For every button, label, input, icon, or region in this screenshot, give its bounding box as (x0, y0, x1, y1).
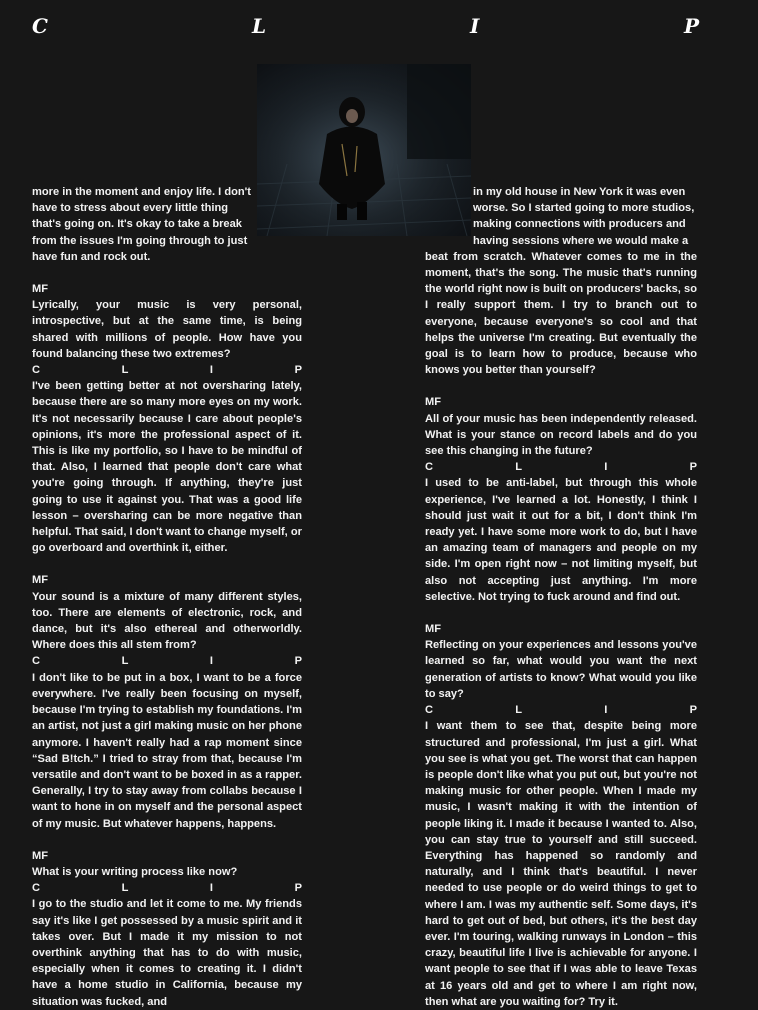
interviewer-label: MF (32, 849, 49, 862)
answer-text: I want them to see that, despite being more structured and professional, I'm just a girl. What you see is what you get. The worst that can happen is people don't like what you put out, but you're not making music for other people. When I made my music, I wasn't making it with the intention of people liking it. I made it because I wanted to. Also, you can stay true to yourself and still succeed. Everything has happened so randomly and naturally, and I think that's beautiful. I never needed to use people or do weird things to get to where I am. I was my authentic self. Some days, it's hard to get out of bed, but others, it's the best day ever. I'm touring, walking runways in London – this crazy, beautiful life I live is achievable for anyone. I want people to see that if I was able to leave Texas at 16 years old and get to where I am right now, then what are you waiting for? Try it. (425, 720, 697, 1008)
answer-text: I've been getting better at not oversharing lately, because there are so many more eyes on my work. It's not necessarily because I care about people's opinions, it's more the professional aspect of it. This is like my portfolio, so I have to be mindful of that. Also, I learned that people don't care what you're going through. If anything, they're just going to use it against you. That was a good life lesson – oversharing can be more negative than helpful. That said, I don't want to change myself, or go overboard and overthink it, either. (32, 380, 302, 555)
interviewer-label: MF (32, 283, 49, 296)
left-intro-line-4: from the issues I'm going through to just (32, 234, 248, 247)
left-intro-line-3: that's going on. It's okay to take a break (32, 218, 242, 231)
artist-label: C L I P (32, 364, 302, 377)
left-column (32, 184, 302, 1010)
left-intro-line-5: have fun and rock out. (32, 250, 151, 263)
question-text: Your sound is a mixture of many different styles, too. There are elements of electronic, rock, and dance, but it's also ethereal and otherworldly. Where does this all stem from? (32, 590, 302, 652)
artist-label: C L I P (32, 655, 302, 668)
interviewer-label: MF (32, 574, 49, 587)
header-letter-c: C (32, 14, 48, 38)
artist-label: C L I P (32, 882, 302, 895)
right-intro-line-3: making connections with producers and (473, 218, 686, 231)
artist-label: C L I P (425, 704, 697, 717)
question-text: What is your writing process like now? (32, 865, 238, 878)
left-intro (32, 184, 254, 265)
answer-text: I don't like to be put in a box, I want to be a force everywhere. I've really been focusing on myself, because I'm trying to establish my foundations. I'm an artist, not just a girl making music on her phone anymore. I haven't really had a rap moment since “Sad B!tch.” I tried to stray from that, because I'm versatile and don't want to be boxed in as a rapper. Generally, I try to stay away from collabs because I want to hone in on myself and the personal aspect of my music. But whatever happens, happens. (32, 671, 302, 830)
answer-text: I used to be anti-label, but through this whole experience, I've learned a lot. Honestly, I think I should just wait it out for a bit, I don't think I'm ready yet. I have some more work to do, but I have an amazing team of managers and people on my side. I'm open right now – not limiting myself, but also not accepting just anything. I'm more selective. Not trying to fuck around and find out. (425, 477, 697, 603)
header-letter-p: P (684, 14, 700, 38)
right-intro-line-1: in my old house in New York it was even (473, 186, 686, 198)
question-text: Lyrically, your music is very personal, introspective, but at the same time, is being shared with millions of people. How have you found balancing these two extremes? (32, 299, 302, 360)
answer-text: beat from scratch. Whatever comes to me in the moment, that's the song. The music that's running the world right now is built on producers' backs, so I really support them. I try to branch out to everyone, because everyone's so cool and that helps the universe I'm creating. But eventually the goal is to learn how to produce, because who knows you better than yourself? (425, 250, 697, 377)
question-text: Reflecting on your experiences and lessons you've learned so far, what would you want the next generation of artists to know? What would you like to say? (425, 639, 697, 700)
artist-label: C L I P (425, 461, 697, 474)
right-intro-line-4: having sessions where we would make a (473, 234, 689, 247)
header-letter-i: I (470, 14, 480, 38)
right-column (425, 184, 697, 1010)
left-intro-line-1: more in the moment and enjoy life. I don't (32, 186, 251, 198)
interviewer-label: MF (425, 623, 442, 636)
question-text: All of your music has been independently released. What is your stance on record labels and do you see this changing in the future? (425, 412, 697, 458)
interviewer-label: MF (425, 396, 442, 409)
answer-text: I go to the studio and let it come to me. My friends say it's like I get possessed by a music spirit and it takes over. But I made it my mission to not overthink anything that has to do with music, especially when it comes to creating it. I didn't have a home studio in California, because my situation was fucked, and (32, 898, 302, 1008)
right-intro-line-2: worse. So I started going to more studios, (473, 202, 695, 215)
left-intro-line-2: have to stress about every little thing (32, 202, 229, 215)
header-letter-l: L (252, 14, 267, 38)
right-intro (473, 184, 697, 249)
